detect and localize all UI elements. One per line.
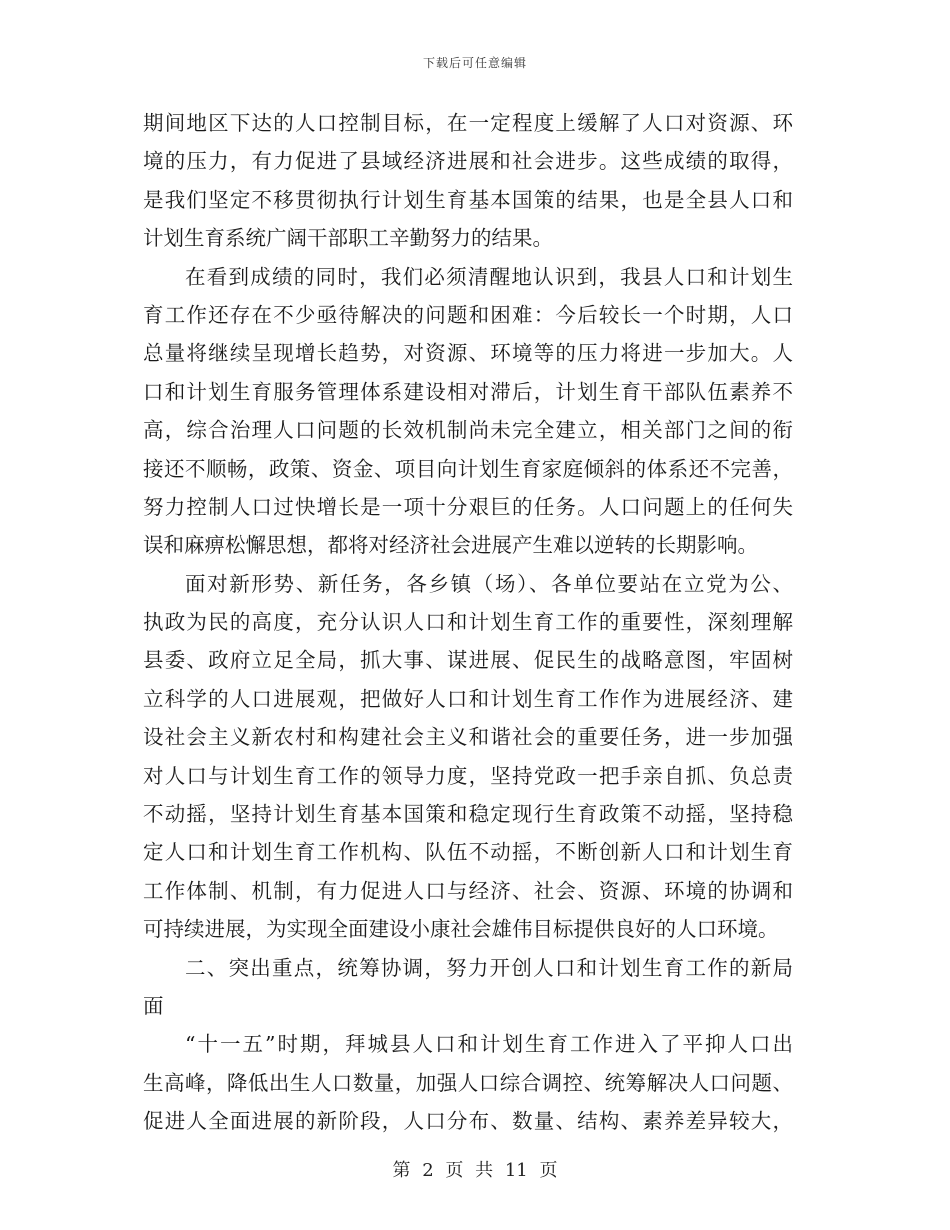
text-line: 在看到成绩的同时，我们必须清醒地认识到，我县人口和计划生 — [185, 264, 793, 289]
section-heading-line: 面 — [143, 993, 164, 1018]
text-line: 口和计划生育服务管理体系建设相对滞后，计划生育干部队伍素养不 — [143, 379, 793, 404]
text-line: 设社会主义新农村和构建社会主义和谐社会的重要任务，进一步加强 — [143, 725, 793, 750]
text-line: 是我们坚定不移贯彻执行计划生育基本国策的结果，也是全县人口和 — [143, 187, 793, 212]
section-heading-line: 二、突出重点，统筹协调，努力开创人口和计划生育工作的新局 — [185, 955, 793, 980]
document-body — [143, 104, 793, 1141]
text-line: 执政为民的高度，充分认识人口和计划生育工作的重要性，深刻理解 — [143, 610, 793, 635]
text-line: 接还不顺畅，政策、资金、项目向计划生育家庭倾斜的体系还不完善， — [143, 456, 793, 481]
text-line: 努力控制人口过快增长是一项十分艰巨的任务。人口问题上的任何失 — [143, 494, 793, 519]
text-line: 计划生育系统广阔干部职工辛勤努力的结果。 — [143, 226, 553, 251]
text-line: 对人口与计划生育工作的领导力度，坚持党政一把手亲自抓、负总责 — [143, 763, 793, 788]
text-line: 县委、政府立足全局，抓大事、谋进展、促民生的战略意图，牢固树 — [143, 648, 793, 673]
text-line: 误和麻痹松懈思想，都将对经济社会进展产生难以逆转的长期影响。 — [143, 533, 758, 558]
text-line: 工作体制、机制，有力促进人口与经济、社会、资源、环境的协调和 — [143, 878, 793, 903]
text-line: 生高峰，降低出生人口数量，加强人口综合调控、统筹解决人口问题、 — [143, 1070, 793, 1095]
page-number-footer: 第 2 页 共 11 页 — [392, 1160, 558, 1181]
text-line: “十一五”时期，拜城县人口和计划生育工作进入了平抑人口出 — [185, 1032, 793, 1057]
text-line: 境的压力，有力促进了县域经济进展和社会进步。这些成绩的取得， — [143, 149, 793, 174]
text-line: 不动摇，坚持计划生育基本国策和稳定现行生育政策不动摇，坚持稳 — [143, 802, 793, 827]
text-line: 立科学的人口进展观，把做好人口和计划生育工作作为进展经济、建 — [143, 686, 793, 711]
text-line: 育工作还存在不少亟待解决的问题和困难：今后较长一个时期，人口 — [143, 302, 793, 327]
text-line: 可持续进展，为实现全面建设小康社会雄伟目标提供良好的人口环境。 — [143, 917, 779, 942]
text-line: 总量将继续呈现增长趋势，对资源、环境等的压力将进一步加大。人 — [143, 341, 793, 366]
page-header: 下载后可任意编辑 — [422, 56, 527, 70]
text-line: 面对新形势、新任务，各乡镇（场）、各单位要站在立党为公、 — [185, 571, 793, 596]
text-line: 定人口和计划生育工作机构、队伍不动摇，不断创新人口和计划生育 — [143, 840, 793, 865]
text-line: 促进人全面进展的新阶段，人口分布、数量、结构、素养差异较大， — [143, 1109, 793, 1134]
text-line: 期间地区下达的人口控制目标，在一定程度上缓解了人口对资源、环 — [143, 111, 793, 135]
text-line: 高，综合治理人口问题的长效机制尚未完全建立，相关部门之间的衔 — [143, 418, 793, 443]
